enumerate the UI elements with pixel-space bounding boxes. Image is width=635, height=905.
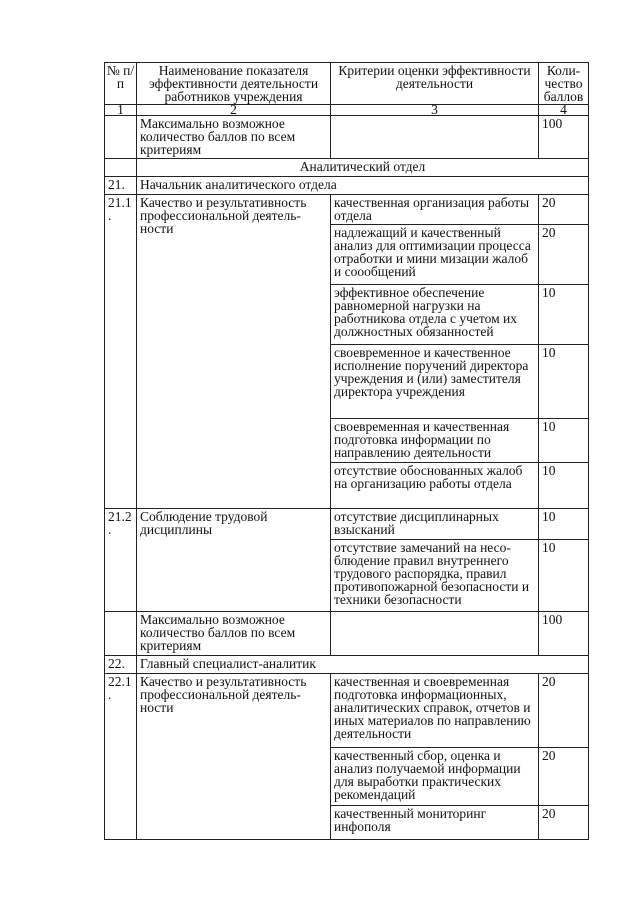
column-number-4: 4 bbox=[539, 105, 589, 116]
column-number-1: 1 bbox=[105, 105, 137, 116]
criterion-text: отсутствие дисциплинарных взысканий bbox=[331, 509, 539, 540]
section-row bbox=[105, 159, 589, 177]
criterion-text: отсутствие обоснованных жалоб на организацию работы отдела bbox=[331, 463, 539, 509]
table-cell-empty bbox=[105, 612, 137, 656]
group-title: Главный специалист-аналитик bbox=[137, 656, 589, 674]
criterion-text: своевременная и качественная подготовка информации по направлению деятельности bbox=[331, 419, 539, 463]
document-page bbox=[104, 62, 588, 840]
column-numbers-row bbox=[105, 105, 589, 116]
criterion-points: 20 bbox=[539, 195, 589, 225]
table-cell-empty bbox=[105, 159, 137, 177]
criterion-points: 10 bbox=[539, 463, 589, 509]
criterion-text: качественный мониторинг инфополя bbox=[331, 806, 539, 840]
criterion-row bbox=[105, 195, 589, 225]
criterion-text: отсутствие замечаний на несо-блюдение правил внутреннего трудового распорядка, правил противопожарной безопасности и техники безопасности bbox=[331, 540, 539, 612]
max-points-row bbox=[105, 116, 589, 159]
max-points-row bbox=[105, 612, 589, 656]
indicator-name: Качество и результативность профессиональной деятель-ности bbox=[137, 195, 331, 509]
header-number: № п/п bbox=[105, 63, 137, 105]
header-points: Коли-чество баллов bbox=[539, 63, 589, 105]
criterion-points: 20 bbox=[539, 674, 589, 748]
max-points-value: 100 bbox=[539, 116, 589, 159]
group-title: Начальник аналитического отдела bbox=[137, 177, 589, 195]
column-number-3: 3 bbox=[331, 105, 539, 116]
kpi-table bbox=[104, 62, 589, 840]
section-title: Аналитический отдел bbox=[137, 159, 589, 177]
criterion-text: качественная организация работы отдела bbox=[331, 195, 539, 225]
table-cell-empty bbox=[331, 116, 539, 159]
indicator-name: Качество и результативность профессиональной деятель-ности bbox=[137, 674, 331, 840]
criterion-text: надлежащий и качественный анализ для оптимизации процесса отработки и мини мизации жалоб и соообщений bbox=[331, 225, 539, 285]
table-cell-empty bbox=[331, 612, 539, 656]
max-points-value: 100 bbox=[539, 612, 589, 656]
criterion-text: эффективное обеспечение равномерной нагрузки на работникова отдела с учетом их должностных обязанностей bbox=[331, 285, 539, 345]
criterion-points: 10 bbox=[539, 509, 589, 540]
criterion-text: своевременное и качественное исполнение поручений директора учреждения и (или) заместителя директора учреждения bbox=[331, 345, 539, 419]
header-criteria: Критерии оценки эффективности деятельности bbox=[331, 63, 539, 105]
criterion-points: 20 bbox=[539, 225, 589, 285]
criterion-points: 10 bbox=[539, 285, 589, 345]
criterion-points: 20 bbox=[539, 748, 589, 806]
indicator-number: 22.1. bbox=[105, 674, 137, 840]
group-row bbox=[105, 656, 589, 674]
group-row bbox=[105, 177, 589, 195]
criterion-text: качественная и своевременная подготовка информационных, аналитических справок, отчетов и иных материалов по направлению деятельности bbox=[331, 674, 539, 748]
max-points-label: Максимально возможное количество баллов по всем критериям bbox=[137, 612, 331, 656]
group-number: 21. bbox=[105, 177, 137, 195]
indicator-number: 21.2. bbox=[105, 509, 137, 612]
max-points-label: Максимально возможное количество баллов по всем критериям bbox=[137, 116, 331, 159]
column-number-2: 2 bbox=[137, 105, 331, 116]
table-header-row bbox=[105, 63, 589, 105]
criterion-points: 20 bbox=[539, 806, 589, 840]
criterion-points: 10 bbox=[539, 419, 589, 463]
header-indicator-name: Наименование показателя эффективности деятельности работников учреждения bbox=[137, 63, 331, 105]
criterion-points: 10 bbox=[539, 540, 589, 612]
indicator-name: Соблюдение трудовой дисциплины bbox=[137, 509, 331, 612]
table-cell-empty bbox=[105, 116, 137, 159]
criterion-row bbox=[105, 674, 589, 748]
criterion-row bbox=[105, 509, 589, 540]
criterion-text: качественный сбор, оценка и анализ получаемой информации для выработки практических рекомендаций bbox=[331, 748, 539, 806]
indicator-number: 21.1. bbox=[105, 195, 137, 509]
criterion-points: 10 bbox=[539, 345, 589, 419]
group-number: 22. bbox=[105, 656, 137, 674]
